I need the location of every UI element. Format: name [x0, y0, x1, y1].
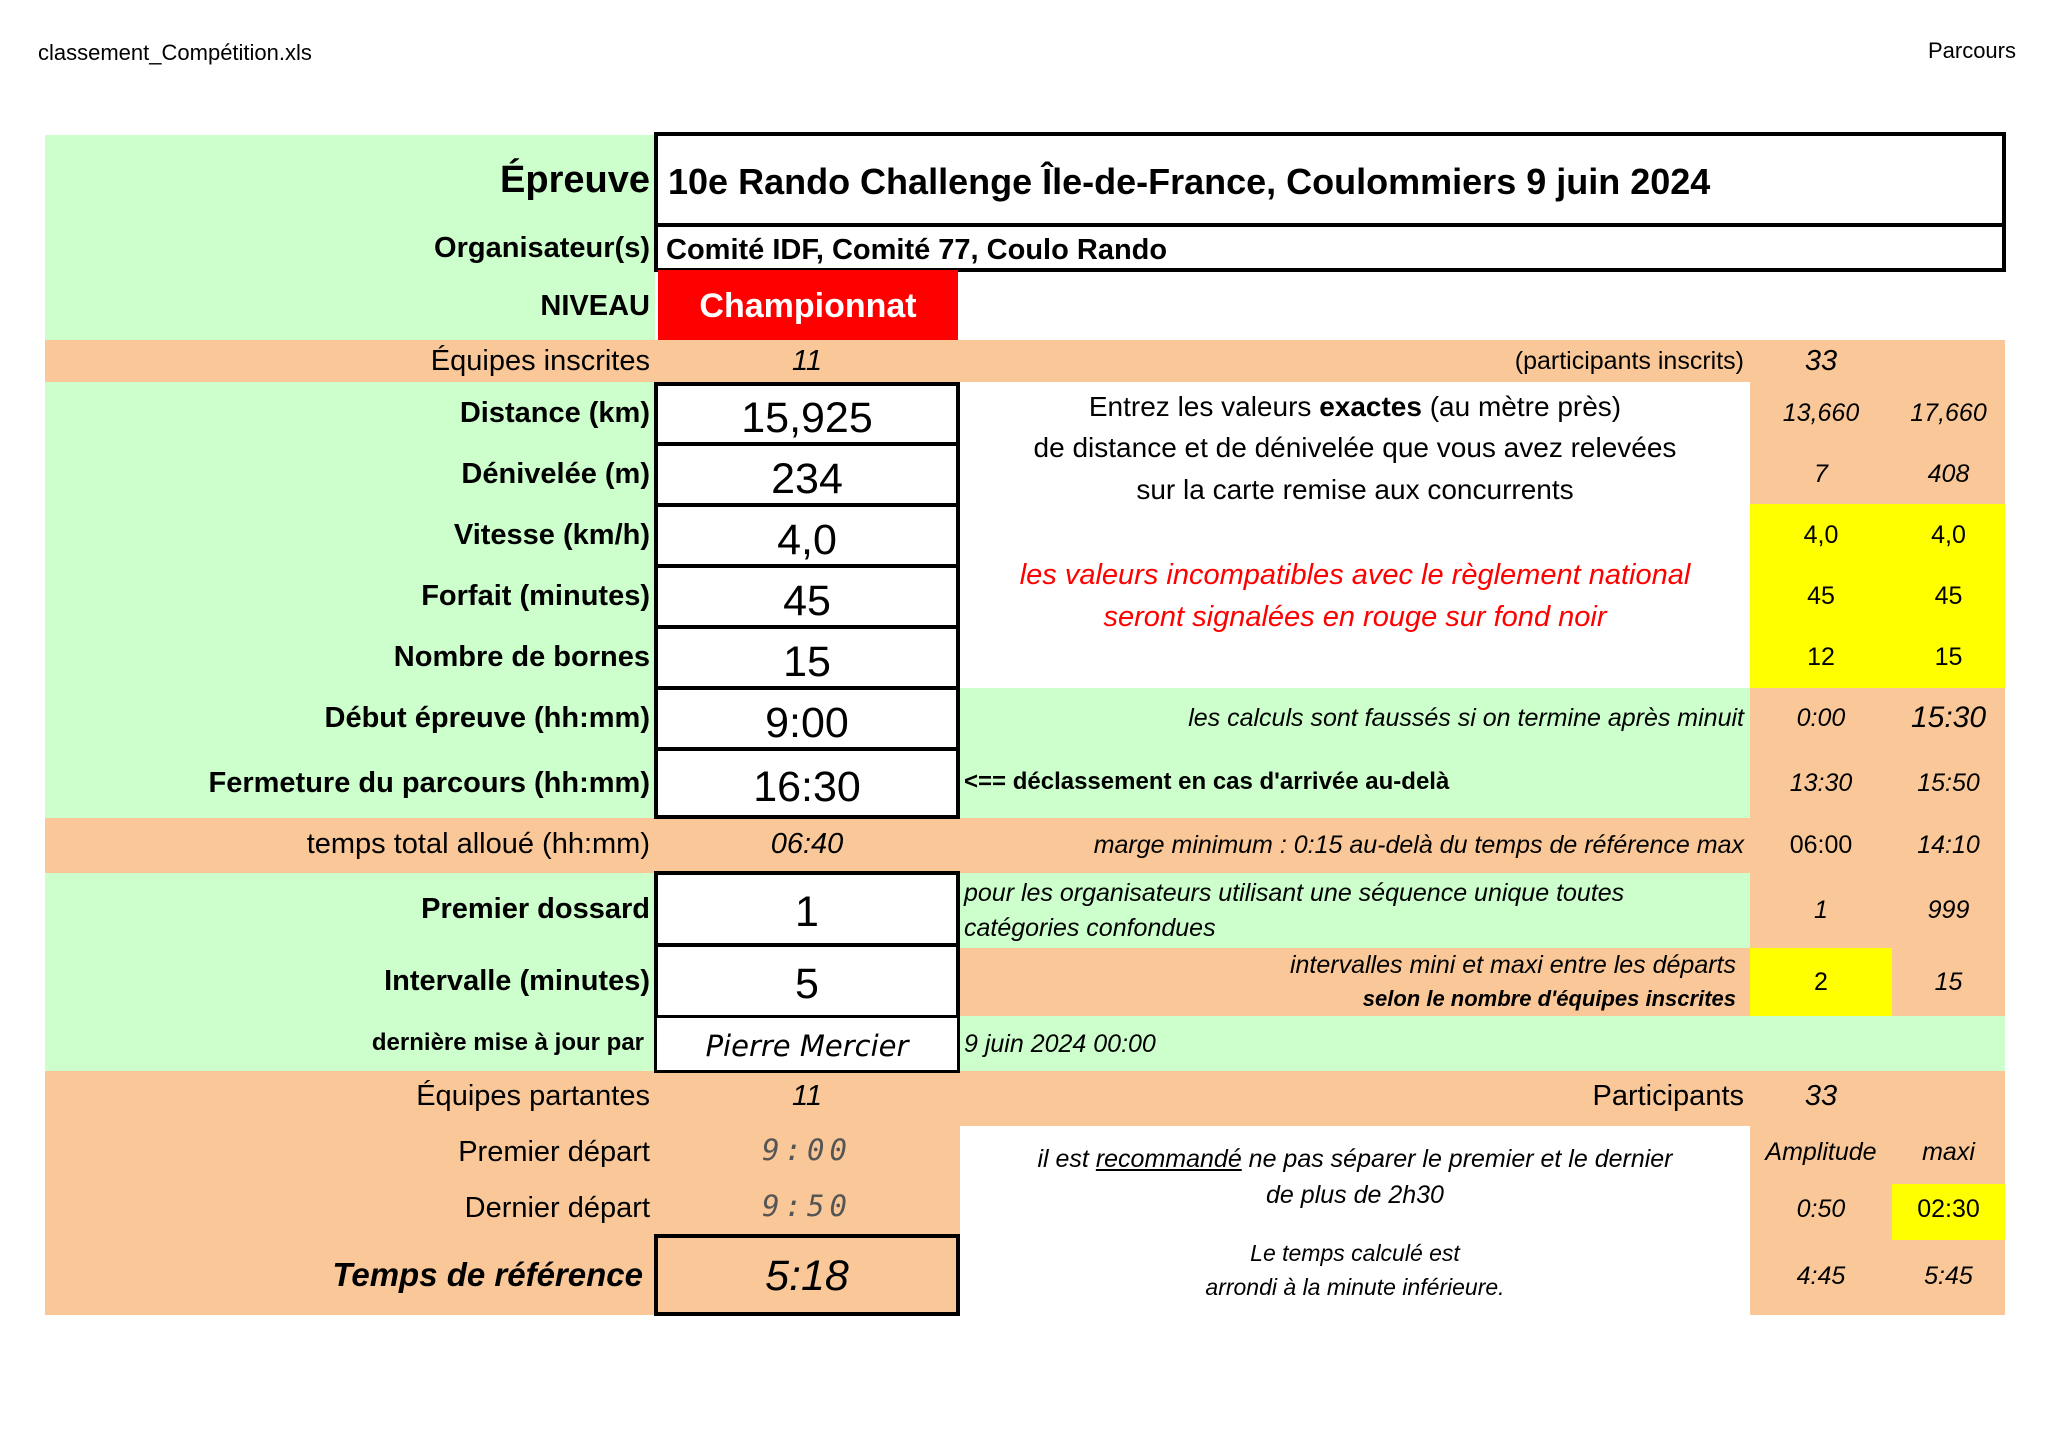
- temps-total-min: 06:00: [1789, 831, 1853, 859]
- temps-total-note: marge minimum : 0:15 au-delà du temps de référence max: [1093, 831, 1744, 859]
- entrez-pre: Entrez les valeurs: [1088, 391, 1320, 422]
- intervalle-note-line1: intervalles mini et maxi entre les départs: [1289, 951, 1736, 979]
- participants-value: 33: [1804, 1080, 1838, 1112]
- participants-inscrits-label: (participants inscrits): [1514, 347, 1744, 375]
- bornes-input[interactable]: [654, 625, 960, 690]
- forfait-max: 45: [1934, 582, 1963, 610]
- reference-note-line1: Le temps calculé est: [1250, 1240, 1460, 1266]
- organisateur-field[interactable]: [654, 223, 2006, 272]
- maj-label: dernière mise à jour par: [371, 1029, 644, 1056]
- entrez-line1: [960, 390, 1750, 424]
- premier-dossard-note-line1: pour les organisateurs utilisant une séquence unique toutes: [964, 879, 1625, 907]
- amplitude-header: Amplitude: [1765, 1138, 1877, 1166]
- fermeture-min: 13:30: [1789, 769, 1853, 797]
- premier-dossard-max: 999: [1927, 896, 1970, 924]
- forfait-input[interactable]: [654, 564, 960, 629]
- maj-name: Pierre Mercier: [705, 1029, 909, 1063]
- dernier-depart-value: 9:50: [762, 1189, 852, 1223]
- reference-note-line2: arrondi à la minute inférieure.: [1205, 1274, 1505, 1300]
- bornes-value: 15: [783, 638, 831, 686]
- maj-date: 9 juin 2024 00:00: [964, 1030, 1156, 1058]
- niveau-label: NIVEAU: [540, 290, 650, 322]
- fermeture-label: Fermeture du parcours (hh:mm): [208, 767, 650, 799]
- denivelee-max: 408: [1927, 460, 1970, 488]
- debut-max: 15:30: [1910, 701, 1987, 734]
- dernier-depart-label: Dernier départ: [464, 1192, 650, 1224]
- premier-dossard-value: 1: [795, 888, 819, 936]
- intervalle-note-line2: selon le nombre d'équipes inscrites: [1362, 986, 1736, 1011]
- debut-input[interactable]: [654, 686, 960, 751]
- niveau-field[interactable]: [658, 270, 958, 340]
- epreuve-field[interactable]: [654, 132, 2006, 227]
- maj-name-field[interactable]: [654, 1015, 960, 1073]
- bornes-min: 12: [1807, 643, 1835, 671]
- distance-min: 13,660: [1782, 399, 1860, 427]
- inscrits-label: Équipes inscrites: [430, 345, 650, 377]
- warning-line2: seront signalées en rouge sur fond noir: [1103, 601, 1607, 633]
- forfait-label: Forfait (minutes): [421, 580, 650, 612]
- partants-label: Équipes partantes: [416, 1080, 650, 1112]
- intervalle-max: 15: [1934, 968, 1963, 996]
- notes-area-bg: [960, 382, 1750, 688]
- fermeture-max: 15:50: [1917, 769, 1980, 797]
- denivelee-value: 234: [771, 455, 843, 503]
- entrez-post: (au mètre près): [1421, 391, 1622, 422]
- bornes-max: 15: [1934, 643, 1963, 671]
- reference-label: Temps de référence: [332, 1256, 643, 1293]
- organisateur-label: Organisateur(s): [434, 232, 650, 264]
- reference-max: 5:45: [1924, 1262, 1973, 1290]
- temps-total-value: 06:40: [770, 828, 844, 860]
- epreuve-label: Épreuve: [500, 159, 650, 201]
- recommande-underlined: recommandé: [1095, 1145, 1242, 1173]
- recommande-line1: [960, 1144, 1750, 1174]
- forfait-min: 45: [1807, 582, 1835, 610]
- intervalle-label: Intervalle (minutes): [384, 965, 650, 997]
- inscrits-value: 11: [791, 345, 823, 377]
- organisateur-value: Comité IDF, Comité 77, Coulo Rando: [666, 234, 1168, 266]
- amplitude-max-value: 02:30: [1917, 1195, 1980, 1223]
- vitesse-max: 4,0: [1931, 521, 1966, 549]
- intervalle-value: 5: [795, 960, 819, 1008]
- premier-depart-value: 9:00: [762, 1133, 852, 1167]
- partants-value: 11: [791, 1080, 823, 1112]
- premier-depart-label: Premier départ: [458, 1136, 650, 1168]
- niveau-value: Championnat: [699, 287, 917, 325]
- entrez-line3: sur la carte remise aux concurrents: [1136, 474, 1574, 505]
- amplitude-value: 0:50: [1796, 1195, 1846, 1223]
- recommande-pre: il est: [1037, 1145, 1096, 1173]
- temps-total-max: 14:10: [1917, 831, 1980, 859]
- premier-dossard-label: Premier dossard: [421, 893, 650, 925]
- temps-total-label: temps total alloué (hh:mm): [306, 828, 650, 860]
- distance-label: Distance (km): [459, 397, 650, 429]
- recommande-post: ne pas séparer le premier et le dernier: [1241, 1145, 1673, 1173]
- file-name: classement_Compétition.xls: [38, 40, 312, 65]
- premier-dossard-input[interactable]: [654, 871, 960, 947]
- premier-dossard-note-line2: catégories confondues: [964, 914, 1216, 942]
- debut-min: 0:00: [1796, 704, 1846, 732]
- vitesse-label: Vitesse (km/h): [453, 519, 650, 551]
- premier-dossard-min: 1: [1814, 896, 1828, 924]
- debut-label: Début épreuve (hh:mm): [324, 702, 650, 734]
- forfait-value: 45: [783, 577, 831, 625]
- vitesse-value: 4,0: [777, 516, 837, 564]
- intervalle-input[interactable]: [654, 943, 960, 1019]
- participants-label: Participants: [1592, 1080, 1744, 1112]
- reference-value: 5:18: [765, 1252, 849, 1300]
- denivelee-min: 7: [1814, 460, 1828, 488]
- fermeture-value: 16:30: [753, 763, 861, 811]
- intervalle-min: 2: [1814, 968, 1828, 996]
- distance-input[interactable]: [654, 382, 960, 446]
- epreuve-value: 10e Rando Challenge Île-de-France, Coulommiers 9 juin 2024: [668, 161, 1711, 202]
- vitesse-min: 4,0: [1803, 521, 1839, 549]
- entrez-bold: exactes: [1319, 391, 1422, 422]
- maxi-header: maxi: [1922, 1138, 1975, 1166]
- participants-inscrits-value: 33: [1804, 345, 1838, 377]
- distance-value: 15,925: [741, 394, 873, 442]
- denivelee-label: Dénivelée (m): [461, 458, 650, 490]
- declassement-note: <== déclassement en cas d'arrivée au-delà: [964, 768, 1450, 795]
- recommande-line2: de plus de 2h30: [1266, 1181, 1444, 1209]
- fermeture-input[interactable]: [654, 747, 960, 819]
- warning-line1: les valeurs incompatibles avec le règlement national: [1019, 559, 1691, 591]
- distance-max: 17,660: [1910, 399, 1987, 427]
- minuit-note: les calculs sont faussés si on termine après minuit: [1188, 704, 1744, 732]
- sheet-name: Parcours: [1927, 38, 2016, 63]
- denivelee-input[interactable]: [654, 442, 960, 507]
- entrez-line2: de distance et de dénivelée que vous avez relevées: [1033, 432, 1677, 463]
- reference-field: [654, 1234, 960, 1316]
- reference-min: 4:45: [1796, 1262, 1846, 1290]
- bornes-label: Nombre de bornes: [393, 641, 650, 673]
- vitesse-input[interactable]: [654, 503, 960, 568]
- debut-value: 9:00: [765, 699, 849, 747]
